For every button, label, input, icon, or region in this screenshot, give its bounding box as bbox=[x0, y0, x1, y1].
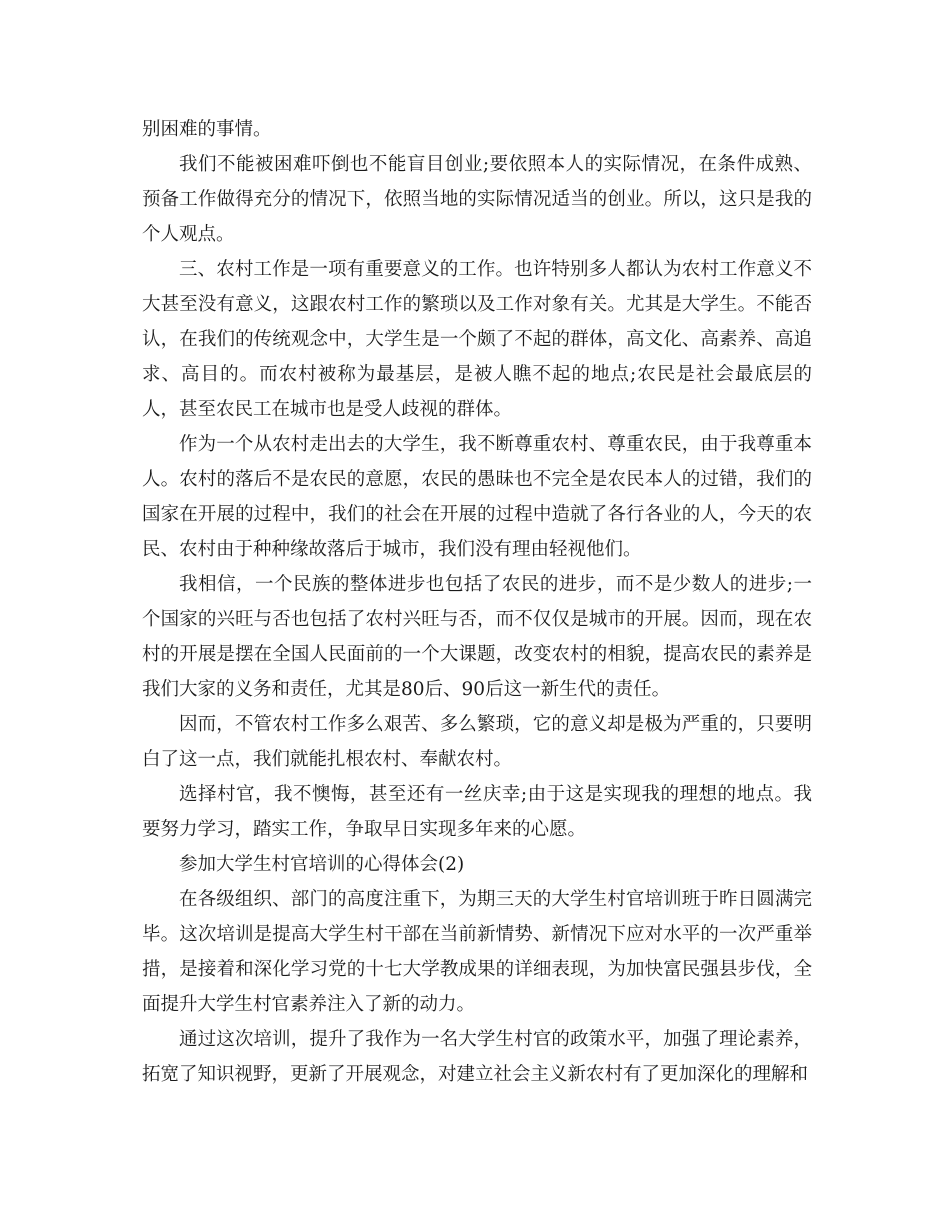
paragraph: 在各级组织、部门的高度注重下，为期三天的大学生村官培训班于昨日圆满完毕。这次培训是提高大学生村干部在当前新情势、新情况下应对水平的一次严重举措，是接着和深化学习党的十七大学教成果的详细表现，为加快富民强县步伐，全面提升大学生村官素养注入了新的动力。 bbox=[142, 889, 812, 1015]
paragraph: 作为一个从农村走出去的大学生，我不断尊重农村、尊重农民，由于我尊重本人。农村的落后不是农民的意愿，农民的愚昧也不完全是农民本人的过错，我们的国家在开展的过程中，我们的社会在开展的过程中造就了各行各业的人，今天的农民、农村由于种种缘故落后于城市，我们没有理由轻视他们。 bbox=[142, 434, 812, 560]
section-heading: 参加大学生村官培训的心得体会(2) bbox=[179, 854, 465, 875]
paragraph: 因而，不管农村工作多么艰苦、多么繁琐，它的意义却是极为严重的，只要明白了这一点，我们就能扎根农村、奉献农村。 bbox=[142, 714, 812, 770]
paragraph: 我们不能被困难吓倒也不能盲目创业;要依照本人的实际情况，在条件成熟、预备工作做得充分的情况下，依照当地的实际情况适当的创业。所以，这只是我的个人观点。 bbox=[142, 154, 812, 245]
document-body bbox=[142, 112, 812, 1092]
paragraph-continuation: 别困难的事情。 bbox=[142, 119, 272, 140]
paragraph: 三、农村工作是一项有重要意义的工作。也许特别多人都认为农村工作意义不大甚至没有意义，这跟农村工作的繁琐以及工作对象有关。尤其是大学生。不能否认，在我们的传统观念中，大学生是一个颇了不起的群体，高文化、高素养、高追求、高目的。而农村被称为最基层，是被人瞧不起的地点;农民是社会最底层的人，甚至农民工在城市也是受人歧视的群体。 bbox=[142, 259, 812, 420]
paragraph: 我相信，一个民族的整体进步也包括了农民的进步，而不是少数人的进步;一个国家的兴旺与否也包括了农村兴旺与否，而不仅仅是城市的开展。因而，现在农村的开展是摆在全国人民面前的一个大课题，改变农村的相貌，提高农民的素养是我们大家的义务和责任，尤其是80后、90后这一新生代的责任。 bbox=[142, 574, 812, 700]
paragraph: 通过这次培训，提升了我作为一名大学生村官的政策水平，加强了理论素养，拓宽了知识视野，更新了开展观念，对建立社会主义新农村有了更加深化的理解和 bbox=[142, 1029, 812, 1085]
paragraph: 选择村官，我不懊悔，甚至还有一丝庆幸;由于这是实现我的理想的地点。我要努力学习，踏实工作，争取早日实现多年来的心愿。 bbox=[142, 784, 812, 840]
